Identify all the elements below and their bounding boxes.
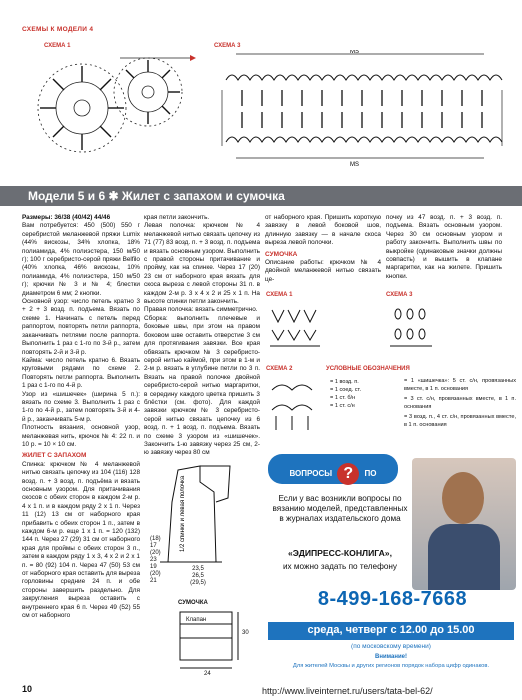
scheme3-diagram	[212, 50, 510, 166]
bag-scheme2-diagram	[266, 376, 322, 438]
ad-note: Для жителей Москвы и других регионов порядок набора цифр одинаков.	[292, 663, 490, 669]
bag-scheme1-diagram	[266, 300, 326, 352]
article-banner: Модели 5 и 6 ✱ Жилет с запахом и сумочка	[0, 186, 522, 206]
pattern-dim: 19	[150, 564, 157, 570]
border-text: Кайма: число петель кратно 6. Вязать круговыми рядами по схеме 2. Повторять петли раппорта. Выполнить 1 раз с 1-го по 4-й р.	[22, 356, 140, 390]
bag-desc-text: Описание работы: крючком № 4 двойной меланжевой нитью связать це-	[265, 259, 381, 283]
portrait-head	[442, 472, 484, 524]
question-icon: ?	[337, 463, 359, 485]
back-text: Спинка: крючком № 4 меланжевой нитью связать цепочку из 104 (116) 128 возд. п. + 3 возд. п. подъёма и вязать основным узором. Для притачивания скосов с обеих сторон в каждом 2-м р. 4 х 1 п. и в каждом ряду 2 х 1 п. Через 11 (12) 13 см от наборного края прибавить с обеих сторон 1 п., затем в каждом 6-м р. еще 1 х 1 п. = 120 (132) 144 п. Через 27 (29) 31 см от наборного края для проймы с обеих сторон 3 п., затем в каждом ряду 1 х 3, 4 х 2 и 2 х 1 п. = 80 (92) 104 п. Через 47 (50) 53 см от наборного края оставить для выреза горловины средние 24 п. и обе стороны завершить раздельно. Для закругления выреза оставить с внутреннего края 6 п. Через 49 (52) 55 см от наборного	[22, 460, 141, 620]
sizes-text: Размеры: 36/38 (40/42) 44/46	[22, 214, 111, 221]
column-1	[22, 214, 140, 621]
gauge-text: Плотность вязания, основной узор, меланжевая нить, крючок № 4: 22 п. и 10 р. = 10 × 10 см.	[22, 424, 140, 448]
vest-pattern-drawing	[144, 462, 262, 580]
ad-block	[262, 450, 519, 685]
pattern-dim: 23,5	[192, 566, 204, 572]
legend-item: = 3 возд. п., 4 ст. с/н, провязанных вместе, в 1 п. основания	[404, 414, 516, 428]
scheme1-label: СХЕМА 1	[44, 43, 71, 49]
legend-item: = 1 возд. п.	[330, 379, 359, 385]
bag-width-label: 24	[204, 671, 211, 677]
column-4	[386, 214, 502, 281]
col3-cont-text: от наборного края. Пришить короткую завязку в левой боковой шов, длинную завязку — в начале скоса выреза левой полочки.	[265, 214, 381, 247]
bag-pattern-drawing	[168, 608, 256, 680]
main-pattern-text: Основной узор: число петель кратно 3 + 2 + 3 возд. п. подъема. Вязать по схеме 1. Начинать с петель перед раппортом, повторять петли раппорта, заканчивать петлями после раппорта. Выполнить 1 раз с 1-го по 3-й р., затем повторять 2-й и 3-й р.	[22, 298, 140, 356]
ad-badge-bottom: ПО ВЯЗАНИЮ	[312, 469, 377, 494]
pattern-dim: (20)	[150, 550, 161, 556]
bag-scheme1-label: СХЕМА 1	[266, 292, 293, 298]
legend-left	[330, 378, 400, 410]
pattern-dim: (20)	[150, 571, 161, 577]
ad-phone: 8-499-168-7668	[317, 588, 468, 610]
section-title: СХЕМЫ К МОДЕЛИ 4	[22, 26, 94, 33]
bag-scheme2-label: СХЕМА 2	[266, 366, 293, 372]
ms-bottom-label: MS	[350, 162, 359, 166]
left-front-text: Левая полочка: крючком № 4 меланжевой нитью связать цепочку из 71 (77) 83 возд. п. + 3 возд. п. подъема и вязать основным узором. Выполнить с правой стороны притачивание и пройму, как на спинке. Через 17 (20) 23 см от наборного края вязать для скоса выреза с левой стороны 31 п. в каждом 2-м р. 3 х 4 х 2 и 25 х 1 п. На высоте спинки петли закончить.	[144, 222, 260, 306]
ad-text-2: их можно задать по телефону	[282, 562, 398, 571]
ad-attention: Внимание!	[375, 654, 407, 660]
right-front-text: Правая полочка: вязать симметрично.	[144, 306, 258, 314]
vest-subheading: ЖИЛЕТ С ЗАПАХОМ	[22, 452, 87, 460]
legend-item: = 3 ст. с/н, провязанных вместе, в 1 п. основания	[404, 396, 516, 410]
ad-text-1: Если у вас возникли вопросы по вязанию моделей, представленных в журналах издательского дома	[272, 494, 408, 523]
bag-height-label: 30	[242, 630, 249, 636]
ad-brand: «ЭДИПРЕСС-КОНЛИГА»,	[288, 548, 392, 558]
pattern-dim: (18)	[150, 536, 161, 542]
bag-scheme3-diagram	[386, 300, 446, 352]
column-3	[265, 214, 381, 284]
pattern-left-labels	[150, 536, 161, 585]
ad-timezone: (по московскому времени)	[351, 643, 431, 650]
ms-top-label: MS	[350, 50, 359, 55]
bag-subheading: СУМОЧКА	[265, 250, 298, 258]
pattern-dim: (29,5)	[190, 580, 206, 586]
pattern-dim: 17	[150, 543, 157, 549]
bobble-pattern-text: Узор из «шишечек» (ширина 5 п.): вязать по схеме 3. Выполнить 1 раз с 1-го по 4-й р., затем повторять 3-й и 4-й р., заканчивать 5-м р.	[22, 390, 140, 423]
legend-item: = 1 сoед. ст.	[330, 387, 362, 393]
legend-item: = 1 «шишечка»: 5 ст. с/н, провязанных вместе, в 1 п. основания	[404, 378, 516, 392]
col2-cont-text: края петли закончить.	[144, 214, 210, 221]
legend-right	[404, 378, 516, 430]
page-number: 10	[22, 684, 33, 694]
pattern-vert-label: 1/2 спинки и левая полочка	[180, 475, 186, 552]
legend-item: = 1 ст. с/н	[330, 403, 355, 409]
scheme1-diagram	[20, 52, 200, 164]
assembly-text: Сборка: выполнить плечевые и боковые швы, при этом на правом боковом шве оставить отверстие 3 см для протягивания завязки. Все края обвязать крючком № 3 серебристо-серой нитью каймой, при этом в 1-м и 2-м р. вязать в углубине петли по 3 п. Вязать на правой полочке двойной серебристо-серой нитью маргаритки, в середину каждого цветка пришить 3 блёстки (см. фото). Для каждой завязки крючком № 3 серебристо-серой нитью связать цепочку из 6 возд. п. + 1 возд. п. подъема. Вязать по схеме 3 узором из «шишечек». Закончить 1-ю завязку через 25 см, 2-ю завязку через 80 см	[144, 314, 260, 457]
col4-text: почку из 47 возд. п. + 3 возд. п. подъема. Вязать основным узором. Через 30 см основным узором и работу закончить. Выполнить швы по выкройке (одинаковые значки должны совпасть) и вышить в клапане маргаритки, как на жилете. Пришить кнопки.	[386, 214, 502, 280]
portrait-photo	[412, 458, 516, 590]
bag-scheme3-label: СХЕМА 3	[386, 292, 413, 298]
legend-item: = 1 ст. б/н	[330, 395, 356, 401]
ad-badge	[268, 454, 398, 494]
column-2	[144, 214, 260, 458]
portrait-body	[428, 524, 500, 590]
ad-schedule: среда, четверг с 12.00 до 15.00	[268, 622, 514, 640]
materials-text: Вам потребуется: 450 (500) 550 г серебристой меланжевой пряжи Lumix (44% вискозы, 34% хлопка, 18% полиамида, 4% полиэстера, 150 м/50 г); 100 г серебристо-серой пряжи Belfilo (40% хлопка, 46% вискозы, 10% полиамида, 4% полиэстера, 150 м/50 г); крючки № 3 и № 4; блестки диаметром 6 мм; 2 кнопки.	[22, 222, 140, 297]
pattern-dim: 21	[150, 578, 157, 584]
bag-pattern-title: СУМОЧКА	[178, 600, 208, 606]
pattern-dim: 26,5	[192, 573, 204, 579]
ad-badge-top: ВОПРОСЫ	[289, 469, 333, 479]
scheme3-label: СХЕМА 3	[214, 43, 241, 49]
bag-flap-label: Клапан	[186, 617, 207, 623]
legend-title: УСЛОВНЫЕ ОБОЗНАЧЕНИЯ	[326, 366, 410, 372]
source-url[interactable]: http://www.liveinternet.ru/users/tata-bel-62/	[262, 686, 433, 696]
pattern-dim: 23	[150, 557, 157, 563]
pattern-bottom-labels	[178, 566, 218, 587]
